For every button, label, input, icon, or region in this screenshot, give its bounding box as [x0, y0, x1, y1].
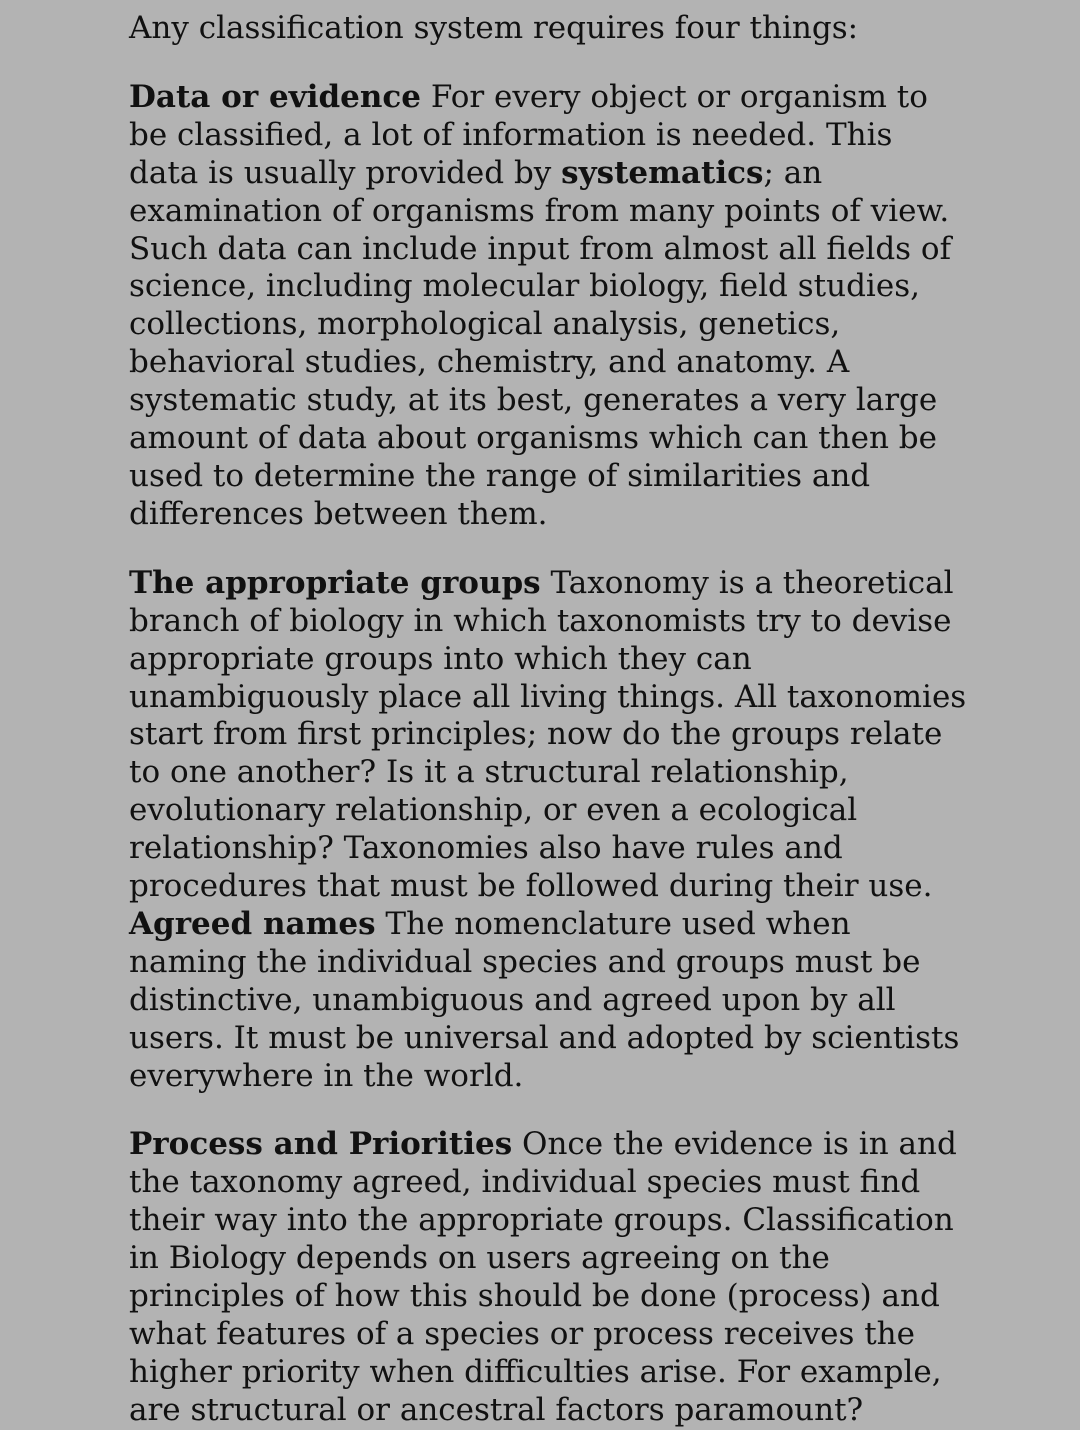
section-process-and-priorities: [129, 1126, 969, 1429]
section-term: The appropriate groups: [129, 564, 541, 601]
section-term: Process and Priorities: [129, 1126, 513, 1163]
section-text-continued: ; an examination of organisms from many points of view. Such data can include input from almost all fields of science, including molecular biology, field studies, collections, morphological analysis, genetics, behavioral studies, chemistry, and anatomy. A systematic study, at its best, generates a very large amount of data about organisms which can then be used to determine the range of similarities and differences between them.: [129, 154, 952, 532]
section-term: Data or evidence: [129, 78, 422, 115]
highlight-term-systematics: systematics: [561, 154, 764, 191]
section-text: Once the evidence is in and the taxonomy agreed, individual species must find their way into the appropriate groups. Classification in Biology depends on users agreeing on the principles of how this should be done (process) and what features of a species or process receives the higher priority when difficulties arise. For example, are structural or ancestral factors paramount?: [129, 1126, 957, 1428]
section-appropriate-groups: [129, 565, 969, 906]
section-text: Taxonomy is a theoretical branch of biology in which taxonomists try to devise appropriate groups into which they can unambiguously place all living things. All taxonomies start from first principles; now do the groups relate to one another? Is it a structural relationship, evolutionary relationship, or even a ecological relationship? Taxonomies also have rules and procedures that must be followed during their use.: [129, 564, 967, 905]
section-text: The nomenclature used when naming the individual species and groups must be distinctive, unambiguous and agreed upon by all users. It must be universal and adopted by scientists everywhere in the world.: [129, 905, 960, 1094]
intro-text: Any classification system requires four things:: [129, 10, 859, 46]
section-text: For every object or organism to be classified, a lot of information is needed. This data is usually provided by: [129, 78, 928, 191]
section-agreed-names: [129, 906, 969, 1096]
document-page: [129, 0, 969, 1430]
section-data-or-evidence: [129, 79, 969, 534]
section-term: Agreed names: [129, 905, 376, 942]
